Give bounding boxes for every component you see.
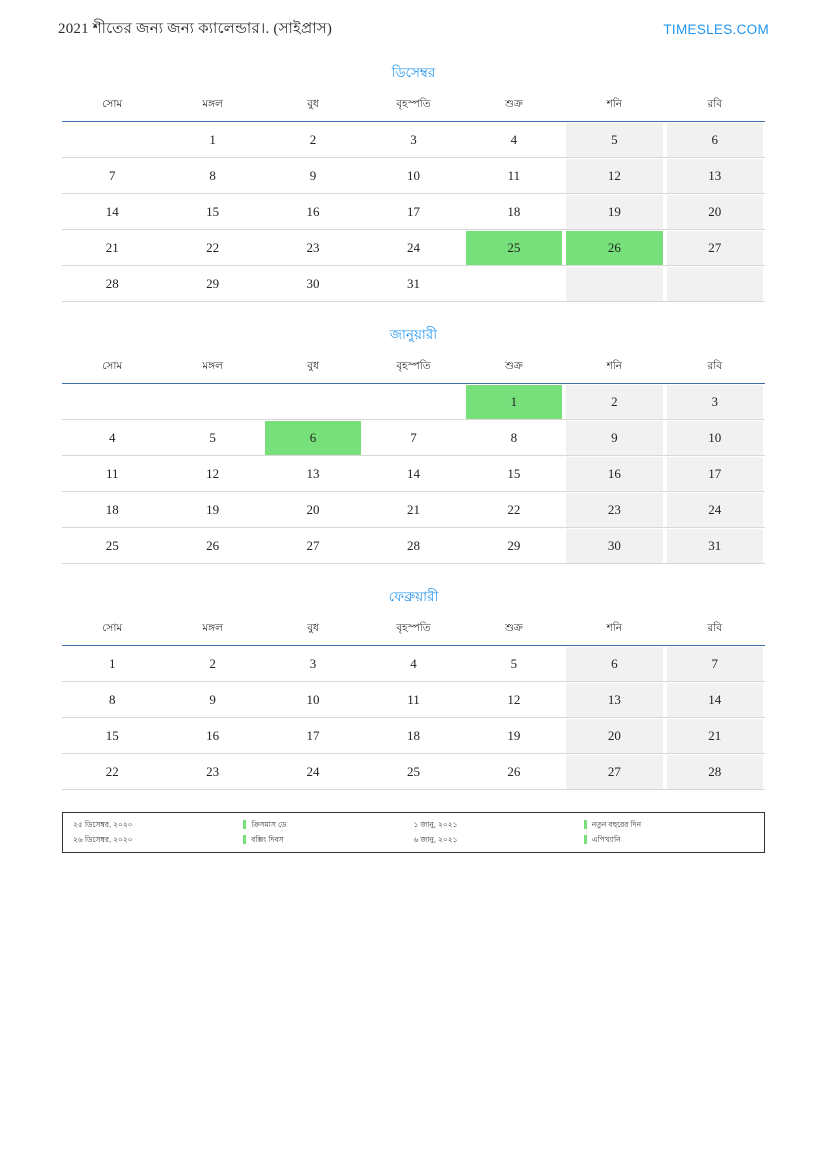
day-number: 19 bbox=[507, 727, 521, 743]
day-cell-empty bbox=[162, 384, 262, 420]
day-cell[interactable] bbox=[464, 122, 564, 158]
day-cell[interactable] bbox=[665, 718, 765, 754]
day-number: 26 bbox=[566, 231, 662, 265]
legend-date-column bbox=[73, 819, 243, 845]
month-name: ফেব্রুয়ারী bbox=[388, 589, 439, 604]
day-cell[interactable] bbox=[464, 528, 564, 564]
day-cell-empty bbox=[62, 384, 162, 420]
day-number: 15 bbox=[105, 727, 119, 743]
day-cell[interactable] bbox=[665, 158, 765, 194]
day-number: 14 bbox=[406, 465, 420, 481]
weekday-header: রবি bbox=[665, 95, 765, 122]
day-cell[interactable] bbox=[464, 384, 564, 420]
legend-label-row bbox=[243, 819, 413, 830]
day-cell[interactable] bbox=[263, 718, 363, 754]
day-number: 6 bbox=[265, 421, 361, 455]
day-number: 30 bbox=[566, 529, 662, 563]
day-number: 13 bbox=[306, 465, 320, 481]
day-number: 10 bbox=[406, 167, 420, 183]
day-number: 1 bbox=[466, 385, 562, 419]
day-cell[interactable] bbox=[263, 528, 363, 564]
day-number bbox=[164, 385, 260, 419]
legend-color-swatch-icon bbox=[243, 820, 246, 829]
day-number: 10 bbox=[667, 421, 763, 455]
day-cell[interactable] bbox=[564, 122, 664, 158]
day-number: 24 bbox=[306, 763, 320, 779]
day-number: 4 bbox=[108, 429, 116, 445]
day-cell[interactable] bbox=[464, 682, 564, 718]
day-cell[interactable] bbox=[665, 682, 765, 718]
day-number: 11 bbox=[507, 167, 521, 183]
day-cell[interactable] bbox=[263, 122, 363, 158]
day-number: 16 bbox=[566, 457, 662, 491]
day-number: 6 bbox=[667, 123, 763, 157]
day-number: 4 bbox=[510, 131, 518, 147]
day-number: 22 bbox=[105, 763, 119, 779]
day-number: 5 bbox=[510, 655, 518, 671]
weekday-header: শুক্র bbox=[464, 357, 564, 384]
day-number: 5 bbox=[209, 429, 216, 445]
weekday-header: শুক্র bbox=[464, 95, 564, 122]
day-cell[interactable] bbox=[263, 158, 363, 194]
weekday-header: শনি bbox=[564, 95, 664, 122]
day-number: 16 bbox=[206, 727, 220, 743]
day-number: 17 bbox=[667, 457, 763, 491]
day-number: 20 bbox=[667, 195, 763, 229]
day-number: 25 bbox=[406, 763, 420, 779]
day-cell[interactable] bbox=[665, 754, 765, 790]
day-number: 29 bbox=[507, 537, 521, 553]
day-number bbox=[64, 123, 160, 157]
day-cell[interactable] bbox=[162, 420, 262, 456]
day-number: 1 bbox=[209, 131, 216, 147]
day-cell[interactable] bbox=[363, 158, 463, 194]
weekday-header: বুধ bbox=[263, 357, 363, 384]
weekday-header: মঙ্গল bbox=[162, 95, 262, 122]
day-cell[interactable] bbox=[564, 420, 664, 456]
legend-date: ১ জানু, ২০২১ bbox=[413, 819, 458, 829]
day-number: 4 bbox=[410, 655, 417, 671]
day-number bbox=[365, 385, 461, 419]
day-number: 8 bbox=[209, 167, 216, 183]
day-number: 23 bbox=[206, 763, 220, 779]
weekday-header: সোম bbox=[62, 357, 162, 384]
day-number: 21 bbox=[105, 239, 119, 255]
weekday-header-row bbox=[62, 95, 765, 122]
day-cell[interactable] bbox=[363, 266, 463, 302]
day-cell[interactable] bbox=[363, 682, 463, 718]
page-header bbox=[0, 0, 827, 38]
day-cell[interactable] bbox=[363, 754, 463, 790]
legend-label-row bbox=[243, 834, 413, 845]
legend-label-row bbox=[584, 819, 754, 830]
day-number bbox=[566, 267, 662, 301]
day-cell[interactable] bbox=[162, 230, 262, 266]
day-number: 1 bbox=[108, 655, 116, 671]
month-block bbox=[62, 324, 765, 564]
day-cell[interactable] bbox=[464, 420, 564, 456]
day-number: 22 bbox=[507, 501, 521, 517]
day-number: 27 bbox=[667, 231, 763, 265]
day-cell[interactable] bbox=[263, 492, 363, 528]
day-number: 16 bbox=[306, 203, 320, 219]
day-cell[interactable] bbox=[62, 266, 162, 302]
day-cell[interactable] bbox=[665, 194, 765, 230]
day-number: 2 bbox=[209, 655, 216, 671]
day-number bbox=[265, 385, 361, 419]
legend-date-row bbox=[73, 819, 243, 830]
week-row bbox=[62, 528, 765, 564]
day-cell[interactable] bbox=[162, 492, 262, 528]
day-number: 21 bbox=[667, 719, 763, 753]
day-cell[interactable] bbox=[665, 646, 765, 682]
day-number: 27 bbox=[306, 537, 320, 553]
legend-label: বক্সিং দিবস bbox=[251, 834, 284, 844]
day-number: 28 bbox=[406, 537, 420, 553]
week-row bbox=[62, 122, 765, 158]
day-number: 12 bbox=[206, 465, 220, 481]
day-cell-empty bbox=[263, 384, 363, 420]
legend-date-row bbox=[414, 819, 584, 830]
day-number: 12 bbox=[566, 159, 662, 193]
day-cell[interactable] bbox=[363, 456, 463, 492]
day-number bbox=[667, 267, 763, 301]
day-cell[interactable] bbox=[62, 682, 162, 718]
day-number: 9 bbox=[566, 421, 662, 455]
month-table bbox=[62, 357, 765, 564]
day-cell[interactable] bbox=[464, 456, 564, 492]
day-cell[interactable] bbox=[665, 492, 765, 528]
day-cell[interactable] bbox=[464, 158, 564, 194]
day-cell[interactable] bbox=[162, 158, 262, 194]
day-number bbox=[466, 267, 562, 301]
week-row bbox=[62, 646, 765, 682]
day-cell[interactable] bbox=[564, 384, 664, 420]
site-brand: TIMESLES.COM bbox=[663, 22, 769, 37]
day-cell[interactable] bbox=[363, 122, 463, 158]
day-cell[interactable] bbox=[363, 420, 463, 456]
day-number: 18 bbox=[105, 501, 119, 517]
weekday-header: শুক্র bbox=[464, 619, 564, 646]
day-number: 15 bbox=[206, 203, 220, 219]
day-number: 17 bbox=[306, 727, 320, 743]
weekday-header: সোম bbox=[62, 619, 162, 646]
day-cell[interactable] bbox=[62, 646, 162, 682]
day-cell[interactable] bbox=[263, 682, 363, 718]
day-cell[interactable] bbox=[464, 492, 564, 528]
day-cell[interactable] bbox=[464, 230, 564, 266]
day-cell[interactable] bbox=[363, 492, 463, 528]
day-cell[interactable] bbox=[665, 384, 765, 420]
day-number: 11 bbox=[105, 465, 119, 481]
day-cell[interactable] bbox=[62, 456, 162, 492]
week-row bbox=[62, 230, 765, 266]
legend-date: ২৫ ডিসেম্বর, ২০২০ bbox=[73, 819, 133, 829]
legend-date-row bbox=[73, 834, 243, 845]
weekday-header-row bbox=[62, 619, 765, 646]
day-cell-empty bbox=[62, 122, 162, 158]
day-number: 8 bbox=[108, 691, 116, 707]
day-number: 3 bbox=[309, 655, 317, 671]
weekday-header: শনি bbox=[564, 357, 664, 384]
day-cell[interactable] bbox=[62, 194, 162, 230]
weekday-header-row bbox=[62, 357, 765, 384]
day-cell[interactable] bbox=[263, 194, 363, 230]
day-number: 7 bbox=[667, 647, 763, 681]
legend-label: এপিখ্যানি bbox=[591, 834, 621, 844]
day-cell[interactable] bbox=[564, 528, 664, 564]
day-number: 20 bbox=[566, 719, 662, 753]
day-number: 15 bbox=[507, 465, 521, 481]
week-row bbox=[62, 194, 765, 230]
day-cell[interactable] bbox=[62, 230, 162, 266]
day-cell[interactable] bbox=[564, 646, 664, 682]
day-number: 9 bbox=[309, 167, 317, 183]
day-cell[interactable] bbox=[464, 194, 564, 230]
month-name: ডিসেম্বর bbox=[391, 65, 436, 80]
day-number: 26 bbox=[206, 537, 220, 553]
week-row bbox=[62, 456, 765, 492]
day-number: 10 bbox=[306, 691, 320, 707]
day-cell[interactable] bbox=[162, 528, 262, 564]
week-row bbox=[62, 266, 765, 302]
day-number: 7 bbox=[410, 429, 417, 445]
day-cell[interactable] bbox=[363, 230, 463, 266]
day-cell-empty bbox=[564, 266, 664, 302]
day-cell[interactable] bbox=[263, 456, 363, 492]
day-number: 30 bbox=[306, 275, 320, 291]
weekday-header: রবি bbox=[665, 357, 765, 384]
week-row bbox=[62, 754, 765, 790]
weekday-header: মঙ্গল bbox=[162, 357, 262, 384]
weekday-header: মঙ্গল bbox=[162, 619, 262, 646]
day-number: 25 bbox=[466, 231, 562, 265]
week-row bbox=[62, 384, 765, 420]
day-cell[interactable] bbox=[162, 456, 262, 492]
legend bbox=[62, 812, 765, 853]
day-number: 19 bbox=[206, 501, 220, 517]
day-cell[interactable] bbox=[665, 528, 765, 564]
day-number: 22 bbox=[206, 239, 220, 255]
day-cell[interactable] bbox=[162, 682, 262, 718]
legend-date: ২৬ ডিসেম্বর, ২০২০ bbox=[73, 834, 133, 844]
day-cell[interactable] bbox=[665, 456, 765, 492]
day-number: 25 bbox=[105, 537, 119, 553]
day-cell-empty bbox=[363, 384, 463, 420]
day-number: 13 bbox=[566, 683, 662, 717]
day-cell[interactable] bbox=[263, 266, 363, 302]
day-cell[interactable] bbox=[162, 194, 262, 230]
legend-label: নতুন বছরের দিন bbox=[591, 819, 642, 829]
day-number: 3 bbox=[410, 131, 417, 147]
week-row bbox=[62, 158, 765, 194]
day-cell-empty bbox=[665, 266, 765, 302]
legend-color-swatch-icon bbox=[584, 820, 587, 829]
day-number: 5 bbox=[566, 123, 662, 157]
day-cell[interactable] bbox=[363, 528, 463, 564]
week-row bbox=[62, 682, 765, 718]
day-number: 29 bbox=[206, 275, 220, 291]
day-number: 2 bbox=[566, 385, 662, 419]
day-cell[interactable] bbox=[564, 492, 664, 528]
legend-label-column bbox=[584, 819, 754, 845]
day-cell[interactable] bbox=[162, 266, 262, 302]
day-cell[interactable] bbox=[62, 158, 162, 194]
legend-date-column bbox=[414, 819, 584, 845]
day-number: 9 bbox=[209, 691, 216, 707]
day-cell[interactable] bbox=[464, 718, 564, 754]
day-cell[interactable] bbox=[162, 718, 262, 754]
day-number: 28 bbox=[667, 755, 763, 789]
day-number: 3 bbox=[667, 385, 763, 419]
day-number: 24 bbox=[406, 239, 420, 255]
day-cell[interactable] bbox=[62, 718, 162, 754]
day-cell[interactable] bbox=[665, 122, 765, 158]
day-cell[interactable] bbox=[162, 122, 262, 158]
month-block bbox=[62, 62, 765, 302]
day-number: 11 bbox=[407, 691, 420, 707]
day-number: 13 bbox=[667, 159, 763, 193]
day-number: 8 bbox=[510, 429, 518, 445]
legend-color-swatch-icon bbox=[243, 835, 246, 844]
day-cell[interactable] bbox=[665, 230, 765, 266]
day-cell[interactable] bbox=[464, 646, 564, 682]
day-number: 14 bbox=[667, 683, 763, 717]
day-cell[interactable] bbox=[62, 754, 162, 790]
day-number: 19 bbox=[566, 195, 662, 229]
day-cell[interactable] bbox=[263, 646, 363, 682]
month-table bbox=[62, 619, 765, 790]
day-number: 23 bbox=[566, 493, 662, 527]
day-cell[interactable] bbox=[263, 420, 363, 456]
day-cell[interactable] bbox=[62, 528, 162, 564]
day-number: 12 bbox=[507, 691, 521, 707]
weekday-header: বৃহস্পতি bbox=[363, 357, 463, 384]
month-table bbox=[62, 95, 765, 302]
month-name: জানুয়ারী bbox=[389, 327, 438, 342]
day-cell[interactable] bbox=[363, 646, 463, 682]
weekday-header: বৃহস্পতি bbox=[363, 95, 463, 122]
day-cell[interactable] bbox=[62, 420, 162, 456]
legend-label-column bbox=[243, 819, 413, 845]
weekday-header: শনি bbox=[564, 619, 664, 646]
day-cell[interactable] bbox=[263, 754, 363, 790]
month-block bbox=[62, 586, 765, 790]
day-cell[interactable] bbox=[363, 194, 463, 230]
day-number: 23 bbox=[306, 239, 320, 255]
weekday-header: বুধ bbox=[263, 619, 363, 646]
day-cell[interactable] bbox=[564, 456, 664, 492]
week-row bbox=[62, 492, 765, 528]
week-row bbox=[62, 420, 765, 456]
day-number: 20 bbox=[306, 501, 320, 517]
day-cell[interactable] bbox=[564, 194, 664, 230]
weekday-header: বুধ bbox=[263, 95, 363, 122]
day-cell[interactable] bbox=[363, 718, 463, 754]
day-cell[interactable] bbox=[564, 158, 664, 194]
day-cell[interactable] bbox=[162, 754, 262, 790]
day-cell[interactable] bbox=[564, 754, 664, 790]
day-cell[interactable] bbox=[464, 754, 564, 790]
day-number bbox=[64, 385, 160, 419]
weekday-header: রবি bbox=[665, 619, 765, 646]
weekday-header: সোম bbox=[62, 95, 162, 122]
legend-label: ক্রিসমাস ডে bbox=[251, 819, 287, 829]
legend-color-swatch-icon bbox=[584, 835, 587, 844]
legend-date: ৬ জানু, ২০২১ bbox=[413, 834, 458, 844]
day-number: 18 bbox=[507, 203, 521, 219]
page-title: 2021 শীতের জন্য জন্য ক্যালেন্ডার।. (সাইপ্রাস) bbox=[58, 21, 333, 37]
day-number: 28 bbox=[105, 275, 119, 291]
day-cell[interactable] bbox=[162, 646, 262, 682]
day-number: 31 bbox=[667, 529, 763, 563]
legend-date-row bbox=[414, 834, 584, 845]
day-number: 26 bbox=[507, 763, 521, 779]
legend-label-row bbox=[584, 834, 754, 845]
day-number: 14 bbox=[105, 203, 119, 219]
day-cell[interactable] bbox=[564, 682, 664, 718]
day-cell[interactable] bbox=[62, 492, 162, 528]
day-number: 21 bbox=[406, 501, 420, 517]
day-number: 17 bbox=[406, 203, 420, 219]
day-number: 18 bbox=[406, 727, 420, 743]
day-number: 31 bbox=[406, 275, 420, 291]
day-cell-empty bbox=[464, 266, 564, 302]
weekday-header: বৃহস্পতি bbox=[363, 619, 463, 646]
day-number: 27 bbox=[566, 755, 662, 789]
day-number: 7 bbox=[108, 167, 116, 183]
day-number: 6 bbox=[566, 647, 662, 681]
week-row bbox=[62, 718, 765, 754]
months-container bbox=[0, 38, 827, 790]
day-number: 24 bbox=[667, 493, 763, 527]
day-cell[interactable] bbox=[564, 718, 664, 754]
day-cell[interactable] bbox=[263, 230, 363, 266]
day-cell[interactable] bbox=[665, 420, 765, 456]
day-cell[interactable] bbox=[564, 230, 664, 266]
day-number: 2 bbox=[309, 131, 317, 147]
